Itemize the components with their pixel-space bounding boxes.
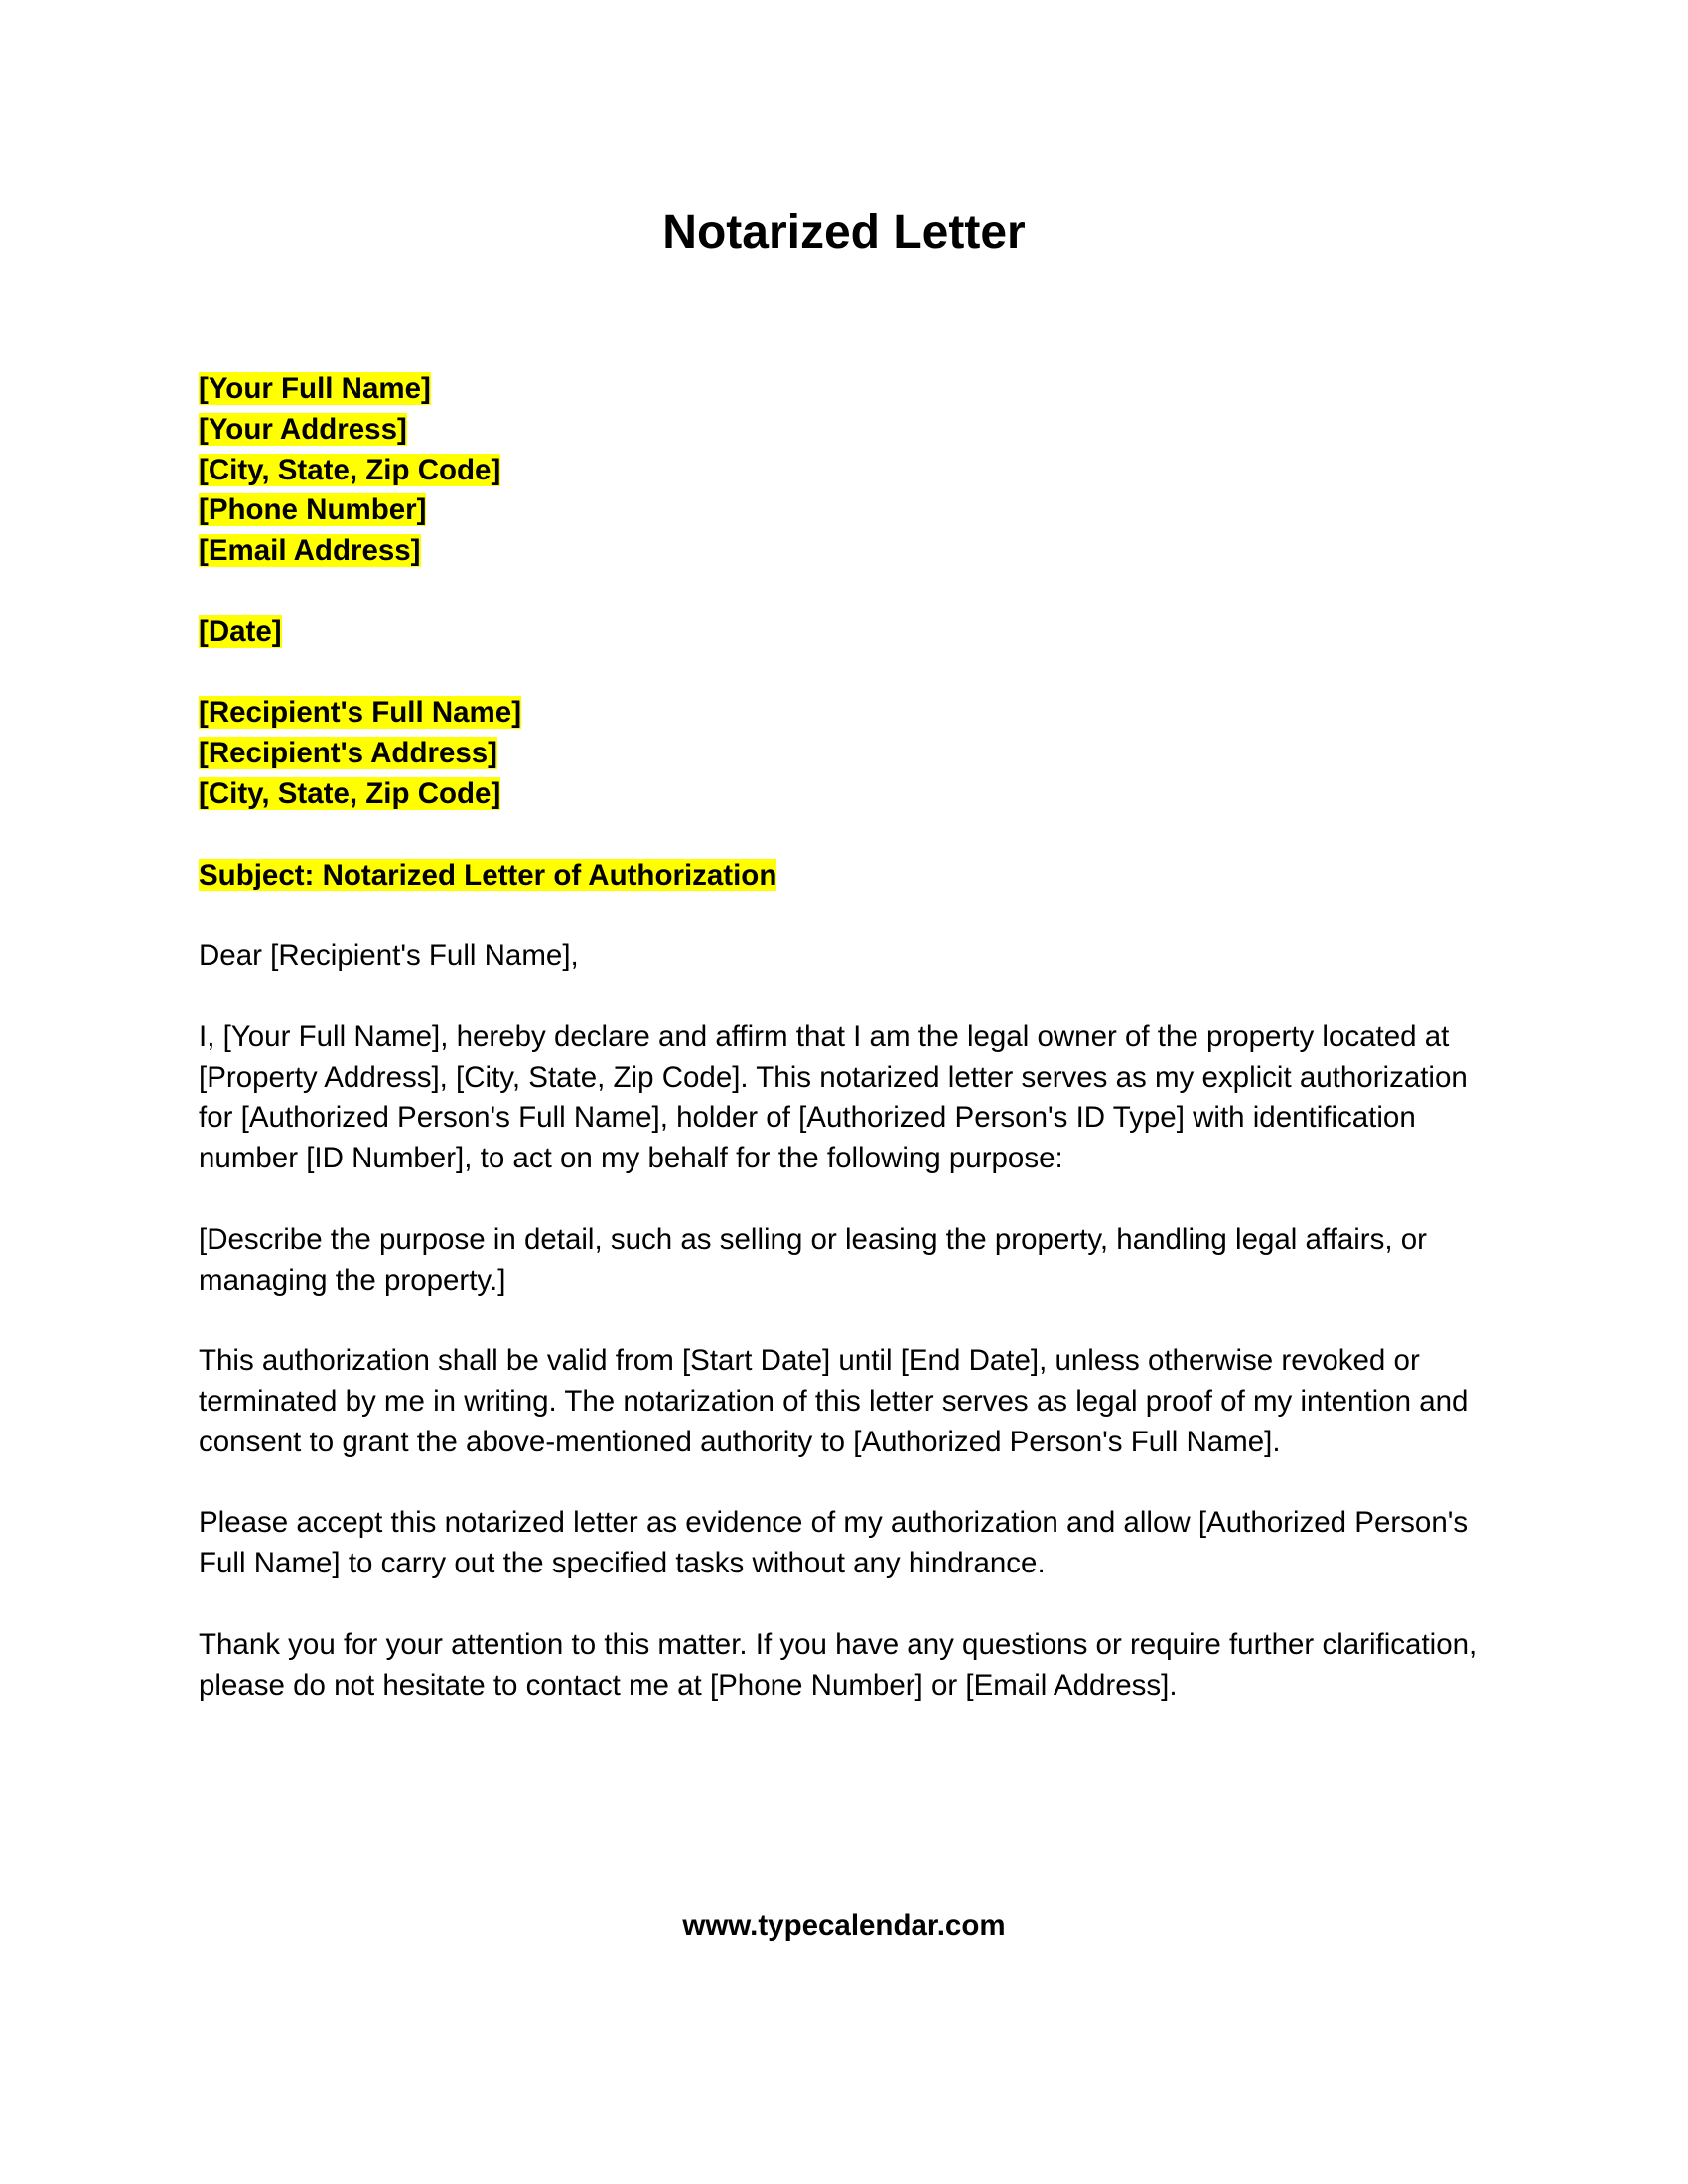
footer-website: www.typecalendar.com [682,1909,1006,1942]
sender-block [199,369,1489,572]
subject-line: Subject: Notarized Letter of Authorization [199,858,777,891]
sender-city-state-zip: [City, State, Zip Code] [199,453,501,486]
recipient-address: [Recipient's Address] [199,737,497,770]
recipient-block [199,693,1489,814]
letter-body [199,369,1489,1706]
sender-name: [Your Full Name] [199,372,431,405]
body-paragraph: Thank you for your attention to this matter. If you have any questions or require further clarification, please do not hesitate to contact me at [Phone Number] or [Email Address]. [199,1627,1477,1702]
recipient-city-state-zip: [City, State, Zip Code] [199,776,501,810]
page-title: Notarized Letter [662,206,1026,259]
body-paragraph: I, [Your Full Name], hereby declare and affirm that I am the legal owner of the property located at [Property Address], [City, State, Zip Code]. This notarized letter serves as my explicit authorization for [Authorized Person's Full Name], holder of [Authorized Person's ID Type] with identification number [ID Number], to act on my behalf for the following purpose: [199,1020,1468,1175]
sender-email: [Email Address] [199,534,421,568]
sender-address: [Your Address] [199,412,407,446]
recipient-name: [Recipient's Full Name] [199,696,522,730]
letter-date: [Date] [199,614,282,648]
sender-phone: [Phone Number] [199,493,427,527]
body-paragraph: Please accept this notarized letter as evidence of my authorization and allow [Authorized Person's Full Name] to carry out the specified tasks without any hindrance. [199,1506,1469,1580]
salutation: Dear [Recipient's Full Name], [199,939,579,973]
body-paragraph: This authorization shall be valid from [Start Date] until [End Date], unless otherwise revoked or terminated by me in writing. The notarization of this letter serves as legal proof of my intention and consent to grant the above-mentioned authority to [Authorized Person's Full Name]. [199,1344,1469,1458]
body-paragraph: [Describe the purpose in detail, such as selling or leasing the property, handling legal affairs, or managing the property.] [199,1222,1427,1297]
